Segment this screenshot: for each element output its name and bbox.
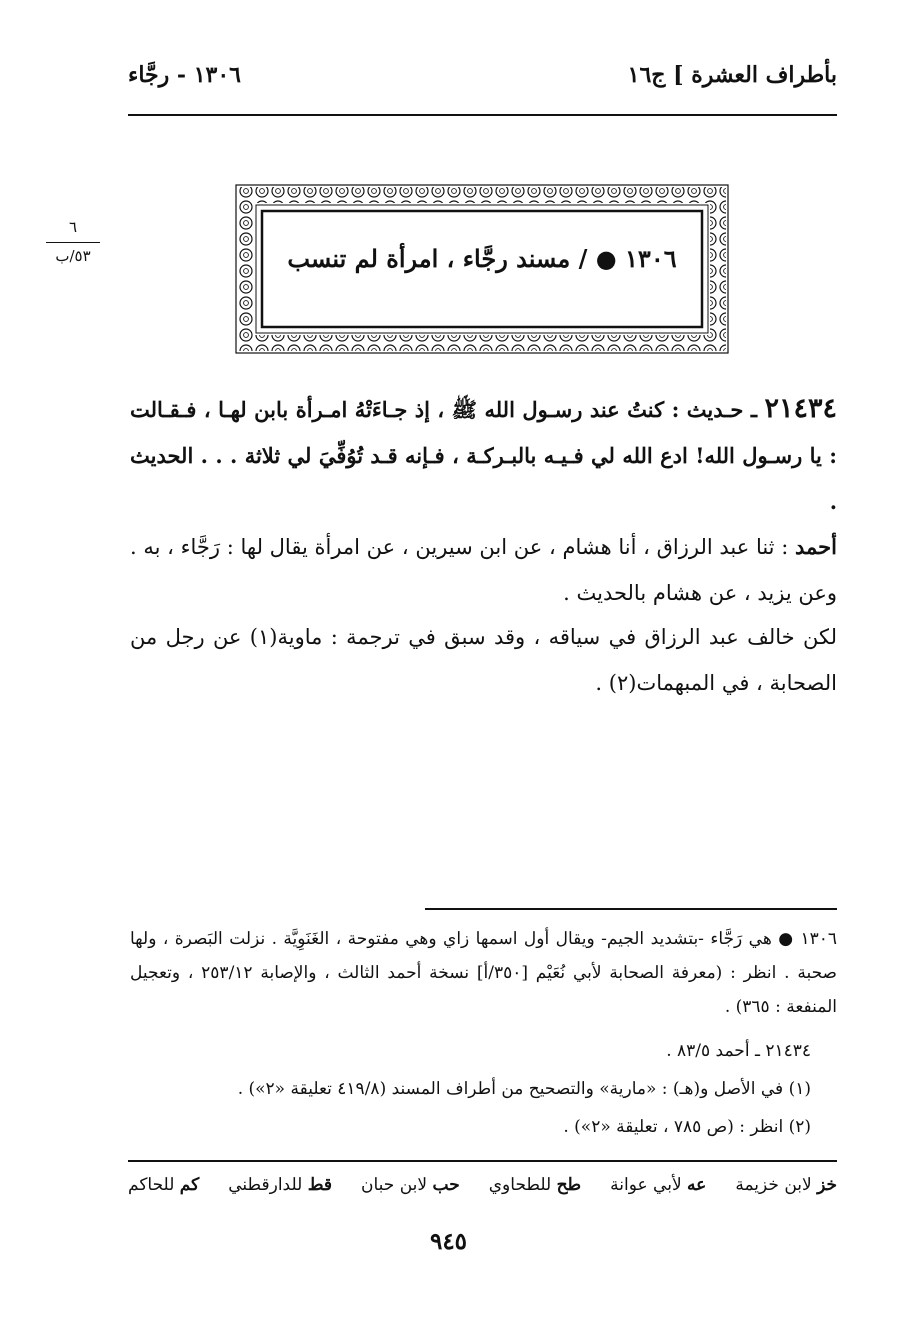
margin-note-bottom: ٥٣/ب <box>55 247 91 265</box>
hadith-text: ـ حـديث : كنتُ عند رسـول الله ﷺ ، إذ جـاءَتْهُ امـرأة بابن لهـا ، فـقـالت : يا رسـول الله! ادع الله لي فـيـه بالبـركـة ، فـإنه قـد تُوُفِّيَ لي ثلاثة . . . الحديث . <box>130 397 837 514</box>
narration-text: : ثنا عبد الرزاق ، أنا هشام ، عن ابن سيرين ، عن امرأة يقال لها : رَجَّاء ، به . وعن يزيد ، عن هشام بالحديث . <box>130 535 837 605</box>
narrator-label: أحمد <box>795 534 837 559</box>
abbreviation-item: كم للحاكم <box>128 1175 200 1195</box>
section-title: ١٣٠٦ ● / مسند رجَّاء ، امرأة لم تنسب <box>287 244 677 273</box>
footnote-divider <box>425 908 837 910</box>
margin-note <box>38 218 108 265</box>
running-header-section: ١٣٠٦ - رجَّاء <box>128 62 241 88</box>
page-number: ٩٤٥ <box>429 1228 468 1255</box>
abbreviations-divider <box>128 1160 837 1162</box>
hadith-number: ٢١٤٣٤ <box>764 393 838 424</box>
hadith-paragraph <box>130 386 837 525</box>
abbreviation-item: حب لابن حبان <box>361 1175 460 1195</box>
abbreviation-item: طح للطحاوي <box>488 1175 582 1195</box>
footnote-biography: ١٣٠٦ ● هي رَجَّاء -بتشديد الجيم- ويقال أول اسمها زاي وهي مفتوحة ، الغَنَوِيَّة . نزلت البَصرة ، ولها صحبة . انظر : (معرفة الصحابة لأبي نُعَيْم [٣٥٠/أ] نسخة أحمد الثالث ، والإصابة ٢٥٣/١٢ ، وتعجيل المنفعة : ٣٦٥) . <box>130 929 837 1017</box>
header-divider <box>128 114 837 116</box>
margin-note-divider <box>46 242 100 243</box>
margin-note-top: ٦ <box>68 218 78 236</box>
commentary-paragraph: لكن خالف عبد الرزاق في سياقه ، وقد سبق في ترجمة : ماوية(١) عن رجل من الصحابة ، في المبهمات(٢) . <box>130 625 837 695</box>
abbreviations-legend <box>128 1168 837 1202</box>
running-header-title: بأطراف العشرة ] ج١٦ <box>627 62 837 88</box>
abbreviation-item: قط للدارقطني <box>228 1175 332 1195</box>
narration-paragraph <box>130 524 837 616</box>
footnote-1: (١) في الأصل و(هـ) : «مارية» والتصحيح من أطراف المسند (٤١٩/٨ تعليقة «٢») . <box>237 1079 811 1099</box>
footnote-reference: ٢١٤٣٤ ـ أحمد ٨٣/٥ . <box>666 1041 811 1061</box>
abbreviation-item: خز لابن خزيمة <box>735 1175 837 1195</box>
footnote-2: (٢) انظر : (ص ٧٨٥ ، تعليقة «٢») . <box>563 1117 811 1137</box>
abbreviation-item: عه لأبي عوانة <box>610 1175 707 1195</box>
